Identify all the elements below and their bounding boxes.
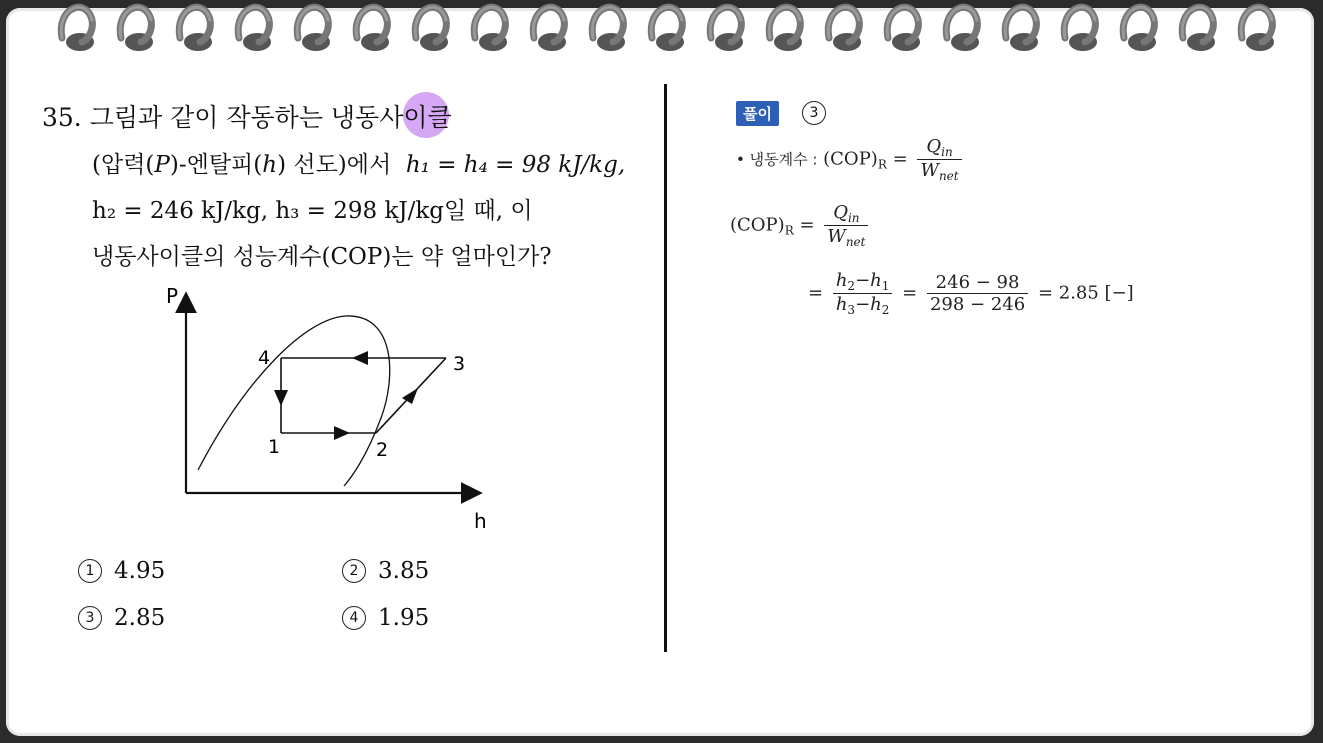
question-line-3: h₂ = 246 kJ/kg, h₃ = 298 kJ/kg일 때, 이	[92, 198, 533, 224]
question-line-1: 35. 그림과 같이 작동하는 냉동사이클	[42, 103, 452, 132]
point-label-1: 1	[268, 436, 281, 458]
point-label-4: 4	[258, 347, 271, 369]
p-axis-label: P	[166, 284, 179, 308]
question-line-4: 냉동사이클의 성능계수(COP)는 약 얼마인가?	[92, 244, 552, 270]
arrow-right	[334, 426, 350, 440]
question-line-2: (압력(P)-엔탈피(h) 선도)에서 h₁ = h₄ = 98 kJ/kg,	[92, 152, 626, 178]
column-divider	[664, 84, 667, 652]
arrow-down	[274, 390, 288, 406]
choice-3[interactable]: 3 2.85	[78, 605, 165, 631]
ph-diagram	[156, 278, 516, 538]
arrow-left	[352, 351, 368, 365]
answer-mark: 3	[802, 101, 826, 125]
choice-2[interactable]: 2 3.85	[342, 558, 429, 584]
solution-badge: 풀이	[736, 101, 779, 126]
point-label-2: 2	[376, 439, 389, 461]
notebook-page	[6, 8, 1314, 736]
h-axis-label: h	[474, 509, 487, 533]
point-label-3: 3	[453, 353, 466, 375]
saturation-dome	[198, 316, 390, 486]
choice-1[interactable]: 1 4.95	[78, 558, 165, 584]
cop-formula: $(COP)_R$ = $\frac{Q_{in}}{W_{net}}$	[730, 202, 872, 249]
cop-definition: • 냉동계수 : $(COP)_R$ = $\frac{Q_{in}}{W_{net}}$	[736, 136, 966, 183]
cop-calculation: = $\frac{h_2-h_1}{h_3-h_2}$ = $\frac{246 - 98}{298 - 246}$ = 2.85 [−]	[808, 270, 1134, 317]
choice-4[interactable]: 4 1.95	[342, 605, 429, 631]
